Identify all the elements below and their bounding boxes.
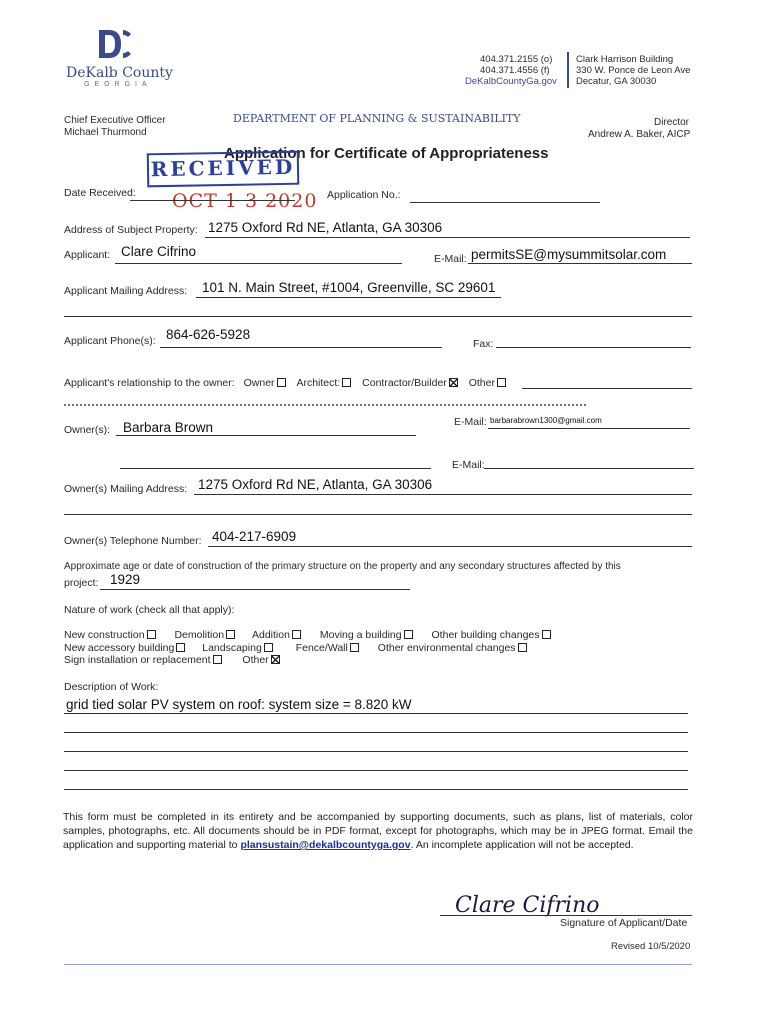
other-building-checkbox[interactable] [542, 630, 551, 639]
work-other-env: Other environmental changes [377, 642, 516, 654]
work-other-building: Other building changes [431, 629, 540, 641]
relationship-other-line[interactable] [522, 388, 692, 389]
signature-image: Clare Cifrino [455, 893, 600, 918]
owners-line [116, 435, 416, 436]
county-name: DeKalb County [66, 65, 173, 81]
owners-value[interactable]: Barbara Brown [123, 420, 214, 435]
subject-property-label: Address of Subject Property: [64, 224, 198, 236]
mailing-label: Applicant Mailing Address: [64, 285, 188, 297]
revised-date: Revised 10/5/2020 [611, 941, 691, 952]
applicant-email-value[interactable]: permitsSE@mysummitsolar.com [471, 247, 667, 262]
date-received-label: Date Received: [64, 187, 136, 199]
owner-mailing-label: Owner(s) Mailing Address: [64, 483, 188, 495]
project-label: project: [64, 577, 99, 589]
application-no-label: Application No.: [327, 189, 401, 201]
phone-label: Applicant Phone(s): [64, 335, 156, 347]
website: DeKalbCountyGa.gov [465, 76, 557, 87]
plansustain-email-link[interactable]: plansustain@dekalbcountyga.gov [240, 839, 411, 851]
form-title: Application for Certificate of Appropriateness [224, 145, 549, 162]
applicant-label: Applicant: [64, 249, 111, 261]
subject-property-value[interactable]: 1275 Oxford Rd NE, Atlanta, GA 30306 [208, 220, 443, 235]
work-landscaping: Landscaping [202, 642, 262, 654]
building-name: Clark Harrison Building [576, 54, 674, 65]
owner-email-line [488, 428, 690, 429]
other-relationship-checkbox[interactable] [497, 378, 506, 387]
description-line-5 [64, 789, 688, 790]
department-name: DEPARTMENT OF PLANNING & SUSTAINABILITY [233, 112, 521, 125]
date-received-line[interactable] [130, 200, 295, 201]
description-label: Description of Work: [64, 681, 159, 693]
work-demolition: Demolition [174, 629, 225, 641]
fax-label: Fax: [473, 338, 494, 350]
work-new-accessory: New accessory building [64, 642, 175, 654]
new-construction-checkbox[interactable] [147, 630, 156, 639]
architect-checkbox[interactable] [342, 378, 351, 387]
ceo-title: Chief Executive Officer [64, 115, 166, 126]
owners-label: Owner(s): [64, 424, 111, 436]
new-accessory-checkbox[interactable] [176, 643, 185, 652]
owner-email-value[interactable]: barbarabrown1300@gmail.com [490, 416, 602, 425]
mailing-value[interactable]: 101 N. Main Street, #1004, Greenville, SC 29601 [202, 280, 496, 295]
instructions-paragraph: This form must be completed in its entirety and be accompanied by supporting documents, such as plans, list of materials, color samples, photographs, etc. All documents should be in PDF format, except for photographs, which may be in JPEG format. Email the application and supporting material to plansustain@dekalbcountyga.gov. An incomplete application will not be accepted. [63, 811, 693, 851]
header-divider [567, 52, 569, 88]
instructions-text-2: An incomplete application will not be accepted. [415, 839, 634, 851]
age-text: Approximate age or date of construction of the primary structure on the property and any secondary structures affected by this [64, 561, 621, 572]
street-address: 330 W. Ponce de Leon Ave [576, 65, 691, 76]
work-sign: Sign installation or replacement [64, 654, 211, 666]
received-stamp: RECEIVED [147, 151, 300, 188]
owner-checkbox[interactable] [277, 378, 286, 387]
subject-property-line [205, 237, 690, 238]
phone-line [160, 347, 442, 348]
project-value[interactable]: 1929 [110, 572, 141, 587]
work-row-1 [64, 629, 551, 641]
director-name: Andrew A. Baker, AICP [588, 129, 691, 140]
instructions-text: This form must be completed in its entirety and be accompanied by supporting documents, such as plans, list of materials, color samples, photographs, etc. All documents should be in PDF format, except for photographs, which may be in JPEG format. Email the application and supporting material to [63, 811, 693, 851]
mailing-line-2 [64, 316, 692, 317]
applicant-email-label: E-Mail: [434, 253, 467, 265]
applicant-value[interactable]: Clare Cifrino [121, 244, 197, 259]
relationship-row [64, 377, 506, 389]
relationship-label: Applicant's relationship to the owner: [64, 377, 235, 389]
relationship-architect: Architect: [296, 377, 341, 389]
relationship-contractor: Contractor/Builder [362, 377, 447, 389]
description-line-2 [64, 732, 688, 733]
dc-logo-icon [97, 28, 133, 60]
work-fence: Fence/Wall [295, 642, 348, 654]
relationship-other: Other [468, 377, 495, 389]
relationship-owner: Owner [243, 377, 275, 389]
received-stamp-date: OCT 1 3 2020 [172, 190, 318, 212]
owner-email-label: E-Mail: [454, 416, 487, 428]
work-moving: Moving a building [319, 629, 402, 641]
ceo-name: Michael Thurmond [64, 127, 147, 138]
sign-checkbox[interactable] [213, 655, 222, 664]
fence-checkbox[interactable] [350, 643, 359, 652]
work-row-3 [64, 654, 280, 666]
description-value[interactable]: grid tied solar PV system on roof: system size = 8.820 kW [66, 697, 412, 712]
description-line-1 [64, 713, 688, 714]
director-title: Director [654, 117, 690, 128]
owner-mailing-line [194, 494, 692, 495]
signature-line[interactable] [440, 915, 692, 916]
state-name: GEORGIA [84, 81, 152, 88]
footer-rule [64, 964, 692, 965]
project-line [100, 589, 410, 590]
demolition-checkbox[interactable] [226, 630, 235, 639]
owner-mailing-value[interactable]: 1275 Oxford Rd NE, Atlanta, GA 30306 [198, 477, 433, 492]
description-line-4 [64, 770, 688, 771]
owner-email2-label: E-Mail: [452, 459, 485, 471]
applicant-line [115, 263, 402, 264]
owner-mailing-line-2 [64, 514, 692, 515]
owner-phone-value[interactable]: 404-217-6909 [212, 529, 297, 544]
other-env-checkbox[interactable] [518, 643, 527, 652]
owner-phone-label: Owner(s) Telephone Number: [64, 535, 202, 547]
phone-fax: 404.371.4556 (f) [480, 65, 550, 76]
moving-checkbox[interactable] [404, 630, 413, 639]
section-divider [63, 404, 588, 406]
other-work-checkbox[interactable] [271, 655, 280, 664]
addition-checkbox[interactable] [292, 630, 301, 639]
signature-label: Signature of Applicant/Date [560, 917, 688, 929]
work-row-2 [64, 642, 527, 654]
work-other: Other [242, 654, 269, 666]
contractor-checkbox[interactable] [449, 378, 458, 387]
mailing-line [196, 297, 501, 298]
phone-office: 404.371.2155 (o) [480, 54, 553, 65]
application-no-line[interactable] [410, 202, 600, 203]
owner2-line [120, 468, 431, 469]
landscaping-checkbox[interactable] [264, 643, 273, 652]
owner-phone-line [208, 546, 692, 547]
applicant-email-line [468, 263, 692, 264]
county-logo [97, 28, 133, 60]
fax-line[interactable] [496, 347, 691, 348]
owner-email2-line[interactable] [484, 468, 694, 469]
city-address: Decatur, GA 30030 [576, 76, 657, 87]
nature-label: Nature of work (check all that apply): [64, 604, 235, 616]
description-line-3 [64, 751, 688, 752]
work-new-construction: New construction [64, 629, 145, 641]
work-addition: Addition [252, 629, 290, 641]
phone-value[interactable]: 864-626-5928 [166, 327, 251, 342]
